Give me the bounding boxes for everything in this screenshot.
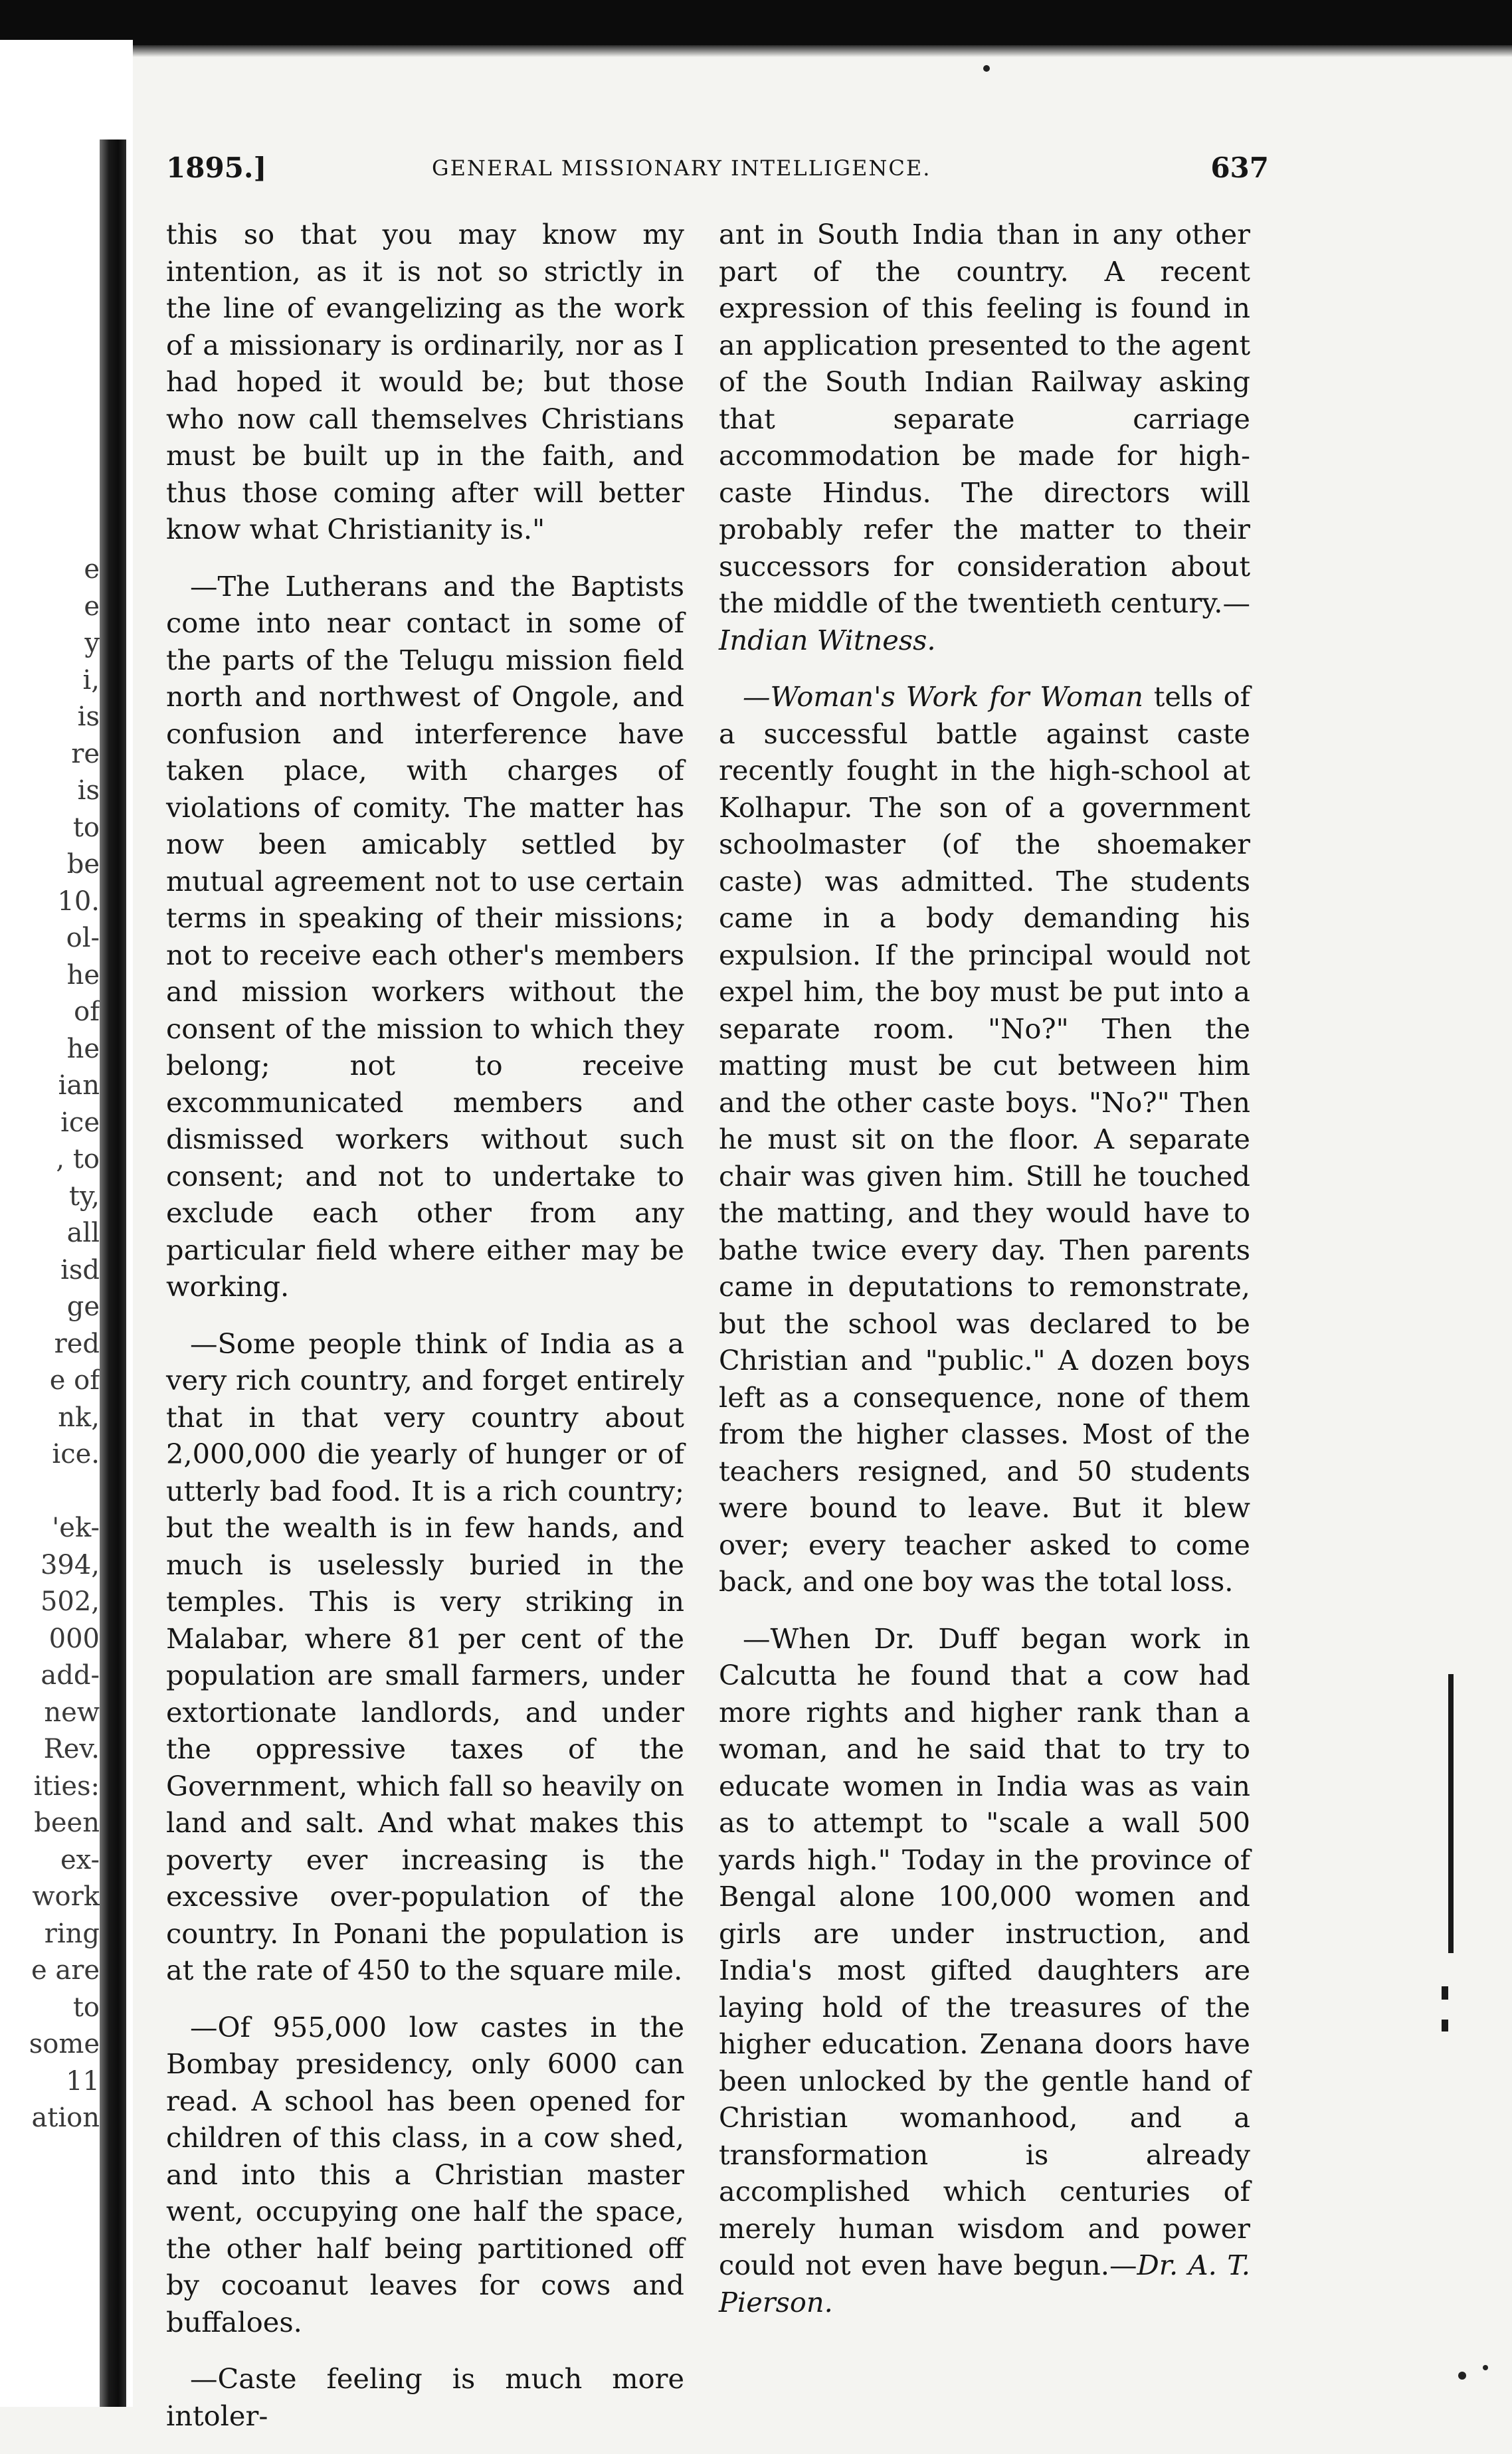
scan-top-shadow <box>0 45 1512 57</box>
paragraph-text: —When Dr. Duff began work in Calcutta he found that a cow had more rights and higher rank than a woman, and he said that to try to educate women in India was as vain as to attempt to "scale a wall 500 yards high." Today in the province of Bengal alone 100,000 women and girls are under instruction, and India's most gifted daughters are laying hold of the treasures of the higher education. Zenana doors have been unlocked by the gentle hand of Christian womanhood, and a transformation is already accomplished which centuries of merely human wisdom and power could not even have begun.— <box>719 1622 1250 2281</box>
scan-speck <box>1458 2372 1466 2380</box>
paragraph-india-poverty: —Some people think of India as a very rich country, and forget entirely that in that very country about 2,000,000 die yearly of hunger or of utterly bad food. It is a rich country; but the wealth is in few hands, and much is uselessly buried in the temples. This is very striking in Malabar, where 81 per cent of the population are small farmers, under extortionate landlords, and under the oppressive taxes of the Government, which fall so heavily on land and salt. And what makes this poverty ever increasing is the excessive over-population of the country. In Ponani the population is at the rate of 450 to the square mile. <box>166 1327 684 1986</box>
paragraph-bombay-low-castes: —Of 955,000 low castes in the Bombay presidency, only 6000 can read. A school has been opened for children of this class, in a cow shed, and into this a Christian master went, occupying one half the space, the other half being partitioned off by cocoanut leaves for cows and buffaloes. <box>166 2010 684 2338</box>
scan-margin-marks <box>1448 1674 1468 2073</box>
paragraph-caste-feeling-cont <box>719 216 1250 658</box>
book-spine-shadow <box>100 140 126 2407</box>
paragraph-text: tells of a successful battle against caste recently fought in the high-school at Kolhapur. The son of a government schoolmaster (of the shoemaker caste) was admitted. The students came in a body demanding his expulsion. If the principal would not expel him, the boy must be put into a separate room. "No?" Then the matting must be cut between him and the other caste boys. "No?" Then he must sit on the floor. A separate chair was given him. Still he touched the matting, and they would have to bathe twice every day. Then parents came in deputations to remonstrate, but the school was declared to be Christian and "public." A dozen boys left as a consequence, none of them from the higher classes. Most of the teachers resigned, and 50 students were bound to leave. But it blew over; every teacher asked to come back, and one boy was the total loss. <box>719 680 1250 1598</box>
scan-top-border <box>0 0 1512 45</box>
running-head-title: GENERAL MISSIONARY INTELLIGENCE. <box>432 155 931 181</box>
running-head <box>166 151 1269 189</box>
source-citation: Indian Witness. <box>719 623 936 656</box>
paragraph-caste-feeling-start: —Caste feeling is much more intoler- <box>166 2362 684 2432</box>
left-column <box>166 216 684 2454</box>
paragraph-lutherans-baptists: —The Lutherans and the Baptists come into near contact in some of the parts of the Telugu mission field north and northwest of Ongole, and confusion and interference have taken place, with charges of violations of comity. The matter has now been amicably settled by mutual agreement not to use certain terms in speaking of their missions; not to receive each other's members and mission workers without the consent of the mission to which they belong; not to receive excommunicated members and dismissed workers without such consent; and not to undertake to exclude each other from any particular field where either may be working. <box>166 569 684 1303</box>
source-citation: Dr. A. T. Pierson. <box>719 2249 1251 2318</box>
paragraph-kolhapur-school <box>719 678 1250 1600</box>
source-citation: —Woman's Work for Woman <box>743 680 1143 713</box>
right-column <box>719 216 1250 2340</box>
paragraph-text: ant in South India than in any other part of the country. A recent expression of this feeling is found in an application presented to the agent of the South Indian Railway asking that separate carriage accommodation be made for high-caste Hindus. The directors will probably refer the matter to their successors for consideration about the middle of the twentieth century.— <box>719 218 1250 619</box>
paragraph-dr-duff <box>719 1620 1250 2321</box>
running-head-year: 1895.] <box>166 151 267 184</box>
scan-speck <box>1483 2365 1488 2370</box>
page-number: 637 <box>1210 151 1269 184</box>
facing-page-bleed-through: e e y i, is re is to be 10. ol- he of he ian ice , to ty, all isd ge red e of nk, ice. 'ek- 394, 502, 000 add- new Rev. ities: been ex- work ring e are to some 11 ation <box>29 554 100 2133</box>
paragraph-continuation: this so that you may know my intention, as it is not so strictly in the line of evangelizing as the work of a missionary is ordinarily, nor as I had hoped it would be; but those who now call themselves Christians must be built up in the faith, and thus those coming after will better know what Christianity is." <box>166 218 684 545</box>
scan-speck <box>983 65 990 72</box>
